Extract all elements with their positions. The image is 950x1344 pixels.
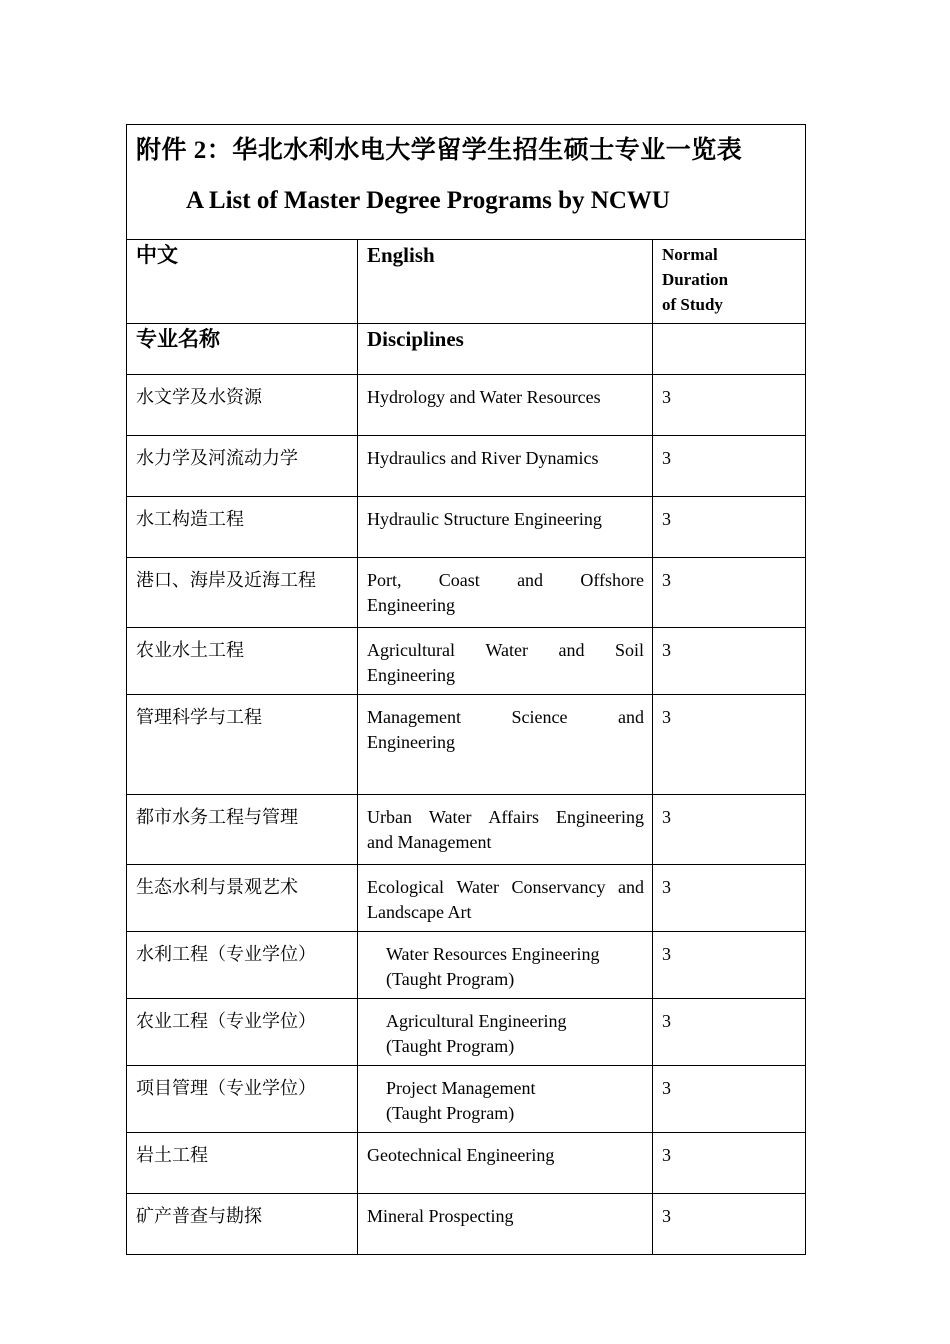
table-row (127, 865, 806, 932)
program-duration: 3 (653, 1194, 806, 1255)
header-duration-line: Duration (662, 270, 729, 289)
program-duration: 3 (653, 795, 806, 865)
word: Conservancy (511, 877, 606, 897)
program-english (358, 695, 653, 795)
program-english-line: Project Management (386, 1078, 536, 1098)
program-chinese: 都市水务工程与管理 (127, 795, 358, 865)
program-duration: 3 (653, 628, 806, 695)
program-chinese: 水文学及水资源 (127, 375, 358, 436)
program-english (358, 497, 653, 558)
table-row (127, 1066, 806, 1133)
word: Urban (367, 807, 412, 827)
program-english (358, 999, 653, 1066)
program-english-line: Mineral Prospecting (367, 1206, 514, 1226)
header-duration (653, 240, 806, 324)
program-english-justified-line (367, 705, 644, 730)
program-english-line: Hydrology and Water Resources (367, 387, 601, 407)
program-english-line: Landscape Art (367, 902, 472, 922)
program-english-line: (Taught Program) (386, 1103, 515, 1123)
word: Soil (614, 640, 644, 660)
program-english-line: Engineering (367, 732, 455, 752)
word: and (558, 640, 585, 660)
program-duration: 3 (653, 558, 806, 628)
program-english (358, 375, 653, 436)
program-chinese: 矿产普查与勘探 (127, 1194, 358, 1255)
program-english (358, 932, 653, 999)
program-english (358, 436, 653, 497)
program-chinese: 项目管理（专业学位） (127, 1066, 358, 1133)
title-english: A List of Master Degree Programs by NCWU (186, 187, 670, 214)
header-english: English (358, 240, 653, 324)
program-duration: 3 (653, 436, 806, 497)
subheader-row (127, 324, 806, 375)
program-chinese: 港口、海岸及近海工程 (127, 558, 358, 628)
program-chinese: 农业工程（专业学位） (127, 999, 358, 1066)
subheader-empty (653, 324, 806, 375)
word: Affairs (488, 807, 540, 827)
table-row (127, 695, 806, 795)
word: and (618, 707, 644, 727)
subheader-disciplines: Disciplines (358, 324, 653, 375)
program-chinese: 水利工程（专业学位） (127, 932, 358, 999)
subheader-discipline-name: 专业名称 (127, 324, 358, 375)
header-chinese: 中文 (127, 240, 358, 324)
program-english-justified-line (367, 568, 644, 593)
table-row (127, 628, 806, 695)
program-english-line: Engineering (367, 595, 455, 615)
word: Ecological (367, 877, 444, 897)
header-duration-line: of Study (662, 295, 723, 314)
word: Offshore (580, 570, 644, 590)
header-row (127, 240, 806, 324)
program-english (358, 628, 653, 695)
word: Management (367, 707, 461, 727)
program-english-justified-line (367, 875, 644, 900)
program-english-line: Engineering (367, 665, 455, 685)
word: and (617, 877, 644, 897)
program-english-justified-line (367, 805, 644, 830)
word: Science (511, 707, 568, 727)
program-duration: 3 (653, 695, 806, 795)
word: Agricultural (367, 640, 455, 660)
table-row (127, 436, 806, 497)
program-english-line: Water Resources Engineering (386, 944, 600, 964)
program-english-line: Geotechnical Engineering (367, 1145, 555, 1165)
word: and (517, 570, 544, 590)
word: Engineering (555, 807, 644, 827)
program-english-line: Hydraulics and River Dynamics (367, 448, 599, 468)
program-chinese: 生态水利与景观艺术 (127, 865, 358, 932)
program-chinese: 农业水土工程 (127, 628, 358, 695)
program-duration: 3 (653, 999, 806, 1066)
title-chinese: 附件 2：华北水利水电大学留学生招生硕士专业一览表 (136, 137, 743, 164)
table-row (127, 999, 806, 1066)
program-english (358, 1194, 653, 1255)
programs-table (126, 124, 806, 1255)
program-english-line: (Taught Program) (386, 1036, 515, 1056)
table-row (127, 375, 806, 436)
program-duration: 3 (653, 865, 806, 932)
header-duration-line: Normal (662, 245, 718, 264)
table-row (127, 1133, 806, 1194)
table-row (127, 932, 806, 999)
word: Water (485, 640, 528, 660)
program-english-line: (Taught Program) (386, 969, 515, 989)
title-cell (127, 125, 806, 240)
program-english (358, 558, 653, 628)
program-duration: 3 (653, 375, 806, 436)
word: Water (428, 807, 472, 827)
word: Coast (438, 570, 480, 590)
program-english-justified-line (367, 638, 644, 663)
program-duration: 3 (653, 1133, 806, 1194)
program-duration: 3 (653, 932, 806, 999)
program-english (358, 1066, 653, 1133)
program-duration: 3 (653, 497, 806, 558)
program-duration: 3 (653, 1066, 806, 1133)
program-english-line: and Management (367, 832, 492, 852)
program-chinese: 岩土工程 (127, 1133, 358, 1194)
word: Port, (367, 570, 402, 590)
title-row (127, 125, 806, 240)
table-row (127, 795, 806, 865)
program-chinese: 管理科学与工程 (127, 695, 358, 795)
program-english (358, 865, 653, 932)
program-chinese: 水工构造工程 (127, 497, 358, 558)
program-english (358, 1133, 653, 1194)
program-chinese: 水力学及河流动力学 (127, 436, 358, 497)
program-english-line: Agricultural Engineering (386, 1011, 567, 1031)
table-row (127, 497, 806, 558)
table-row (127, 1194, 806, 1255)
table-row (127, 558, 806, 628)
program-english (358, 795, 653, 865)
word: Water (456, 877, 499, 897)
program-english-line: Hydraulic Structure Engineering (367, 509, 602, 529)
